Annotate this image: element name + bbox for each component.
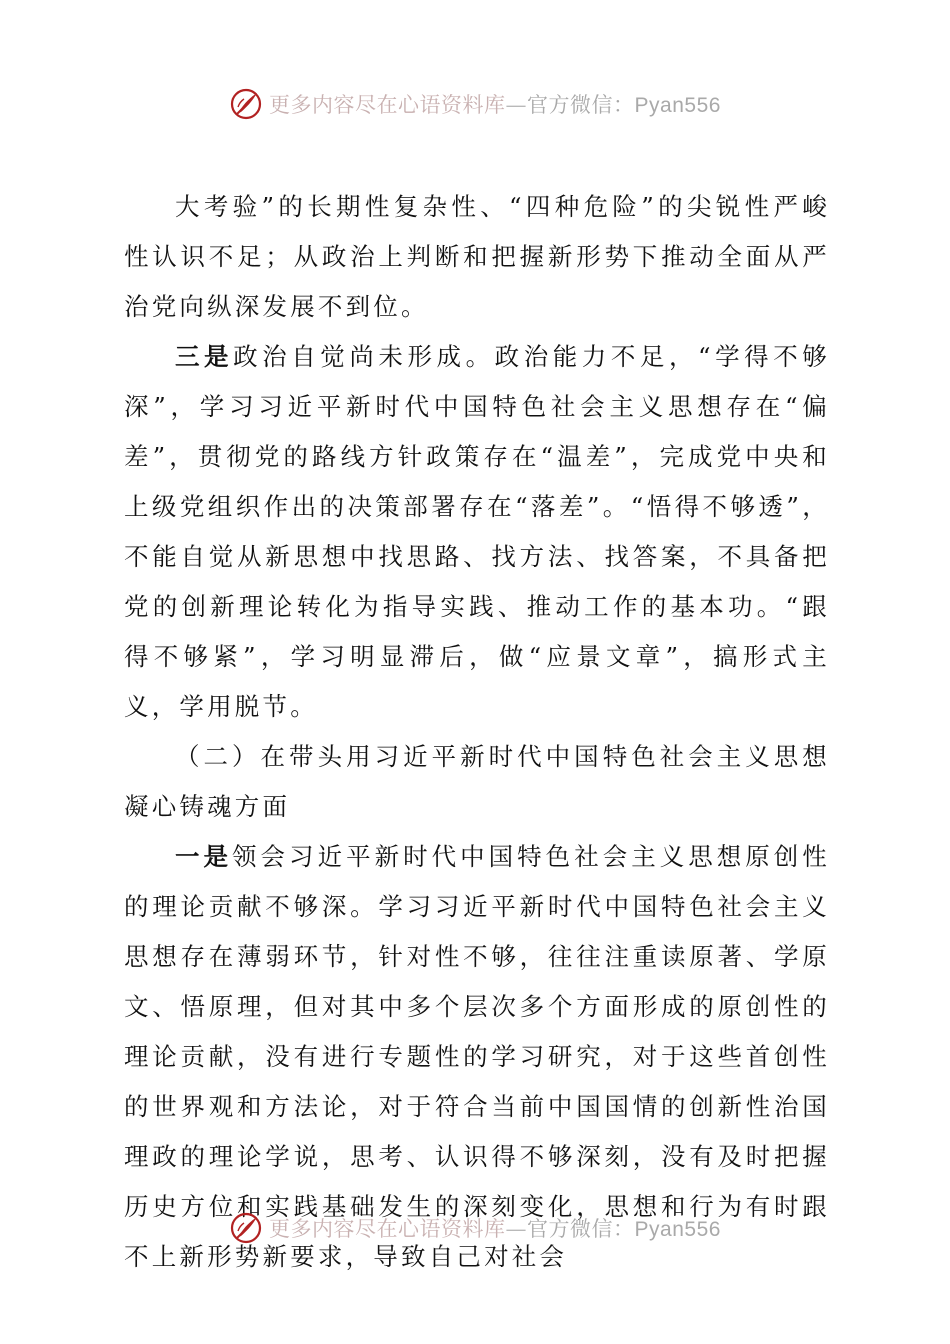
section-heading <box>124 732 830 832</box>
paragraph-lead: 三是 <box>175 342 234 371</box>
watermark-text <box>269 89 721 119</box>
paragraph-text: 领会习近平新时代中国特色社会主义思想原创性的理论贡献不够深。学习习近平新时代中国特色社会主义思想存在薄弱环节，针对性不够，往往注重读原著、学原文、悟原理，但对其中多个层次多个方面形成的原创性的理论贡献，没有进行专题性的学习研究，对于这些首创性的世界观和方法论，对于符合当前中国国情的创新性治国理政的理论学说，思考、认识得不够深刻，没有及时把握历史方位和实践基础发生的深刻变化，思想和行为有时跟不上新形势新要求，导致自己对社会 <box>124 842 830 1271</box>
paragraph-lead: 一是 <box>175 842 233 871</box>
watermark-label: 官方微信： <box>527 1217 635 1241</box>
watermark-separator: — <box>505 93 528 117</box>
paragraph-text: 政治自觉尚未形成。政治能力不足，“学得不够深”，学习习近平新时代中国特色社会主义思想存在“偏差”，贯彻党的路线方针政策存在“温差”，完成党中央和上级党组织作出的决策部署存在“落差”。“悟得不够透”，不能自觉从新思想中找思路、找方法、找答案，不具备把党的创新理论转化为指导实践、推动工作的基本功。“跟得不够紧”，学习明显滞后，做“应景文章”，搞形式主义，学用脱节。 <box>124 342 830 721</box>
watermark-account: Pyan556 <box>634 1218 721 1241</box>
watermark-header <box>0 82 950 126</box>
paragraph-point-three <box>124 332 830 732</box>
watermark-footer <box>0 1206 950 1250</box>
watermark-site: 更多内容尽在心语资料库 <box>269 93 506 117</box>
watermark-site: 更多内容尽在心语资料库 <box>269 1217 506 1241</box>
section-heading-text: （二）在带头用习近平新时代中国特色社会主义思想凝心铸魂方面 <box>124 742 830 821</box>
paragraph-text: 大考验”的长期性复杂性、“四种危险”的尖锐性严峻性认识不足；从政治上判断和把握新形势下推动全面从严治党向纵深发展不到位。 <box>124 192 830 321</box>
paragraph-continuation <box>124 182 830 332</box>
watermark-account: Pyan556 <box>634 94 721 117</box>
document-body <box>124 182 830 1282</box>
quill-logo-icon <box>229 87 263 121</box>
watermark-separator: — <box>505 1217 528 1241</box>
quill-logo-icon <box>229 1211 263 1245</box>
watermark-label: 官方微信： <box>527 93 635 117</box>
watermark-text <box>269 1213 721 1243</box>
